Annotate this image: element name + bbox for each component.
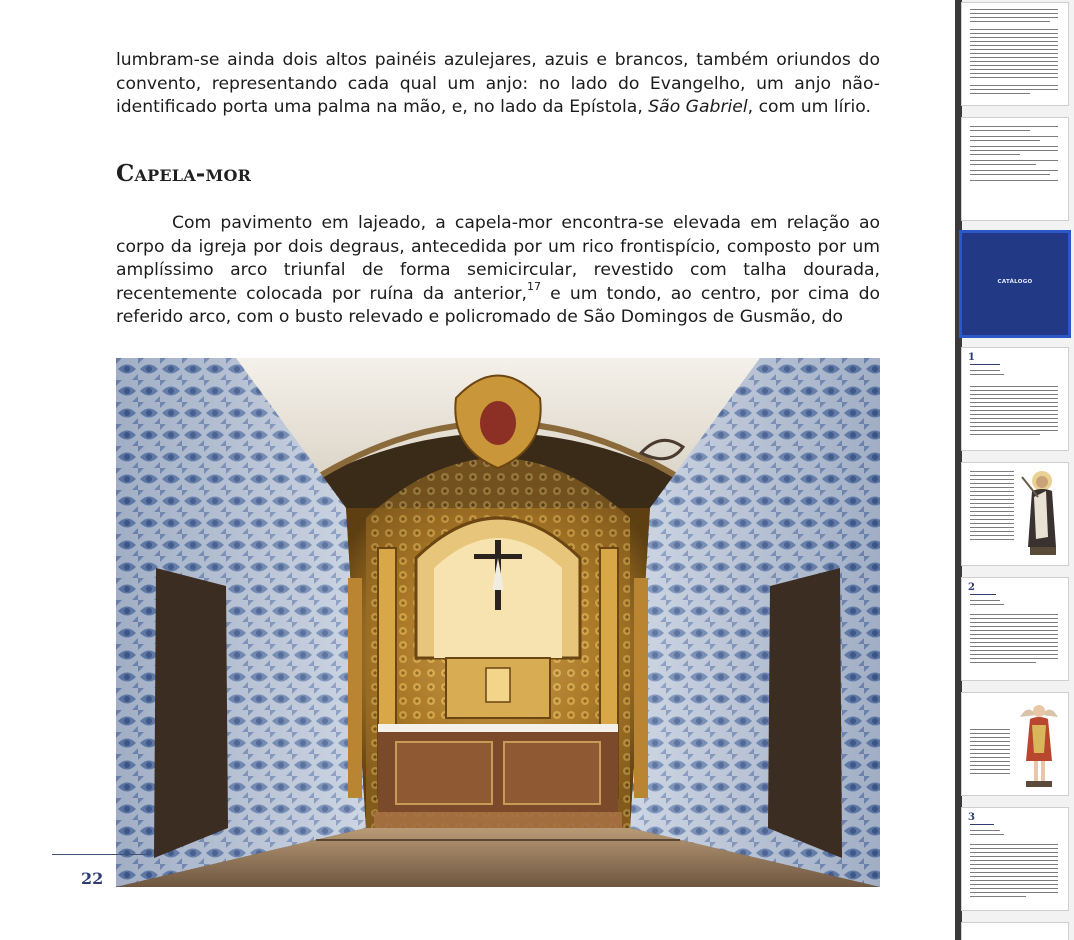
angel-statue-image [1014, 697, 1064, 791]
page-thumbnail-statue-2[interactable] [962, 693, 1068, 795]
paragraph-top-text-end: , com um lírio. [747, 97, 871, 117]
footer-rule [52, 854, 148, 855]
page-thumbnail-catalog-3[interactable] [962, 808, 1068, 910]
paragraph-body-text: Com pavimento em lajeado, a capela-mor encontra-se elevada em relação ao corpo da igreja por dois degraus, antecedida por um rico frontispício, composto por um amplíssimo arco triunfal de forma semicircular, revestido com talha dourada, recentemente colocada por ruína da anterior, [116, 213, 880, 304]
capela-mor-photo [116, 358, 880, 887]
paragraph-top-text: lumbram-se ainda dois altos painéis azulejares, azuis e brancos, também oriundos do convento, representando cada qual um anjo: no lado do Evangelho, um anjo não-identificado porta uma palma na mão, e, no lado da Epístola, [116, 50, 880, 117]
footnote-reference[interactable]: 17 [527, 279, 542, 293]
catalog-number: 2 [968, 582, 975, 593]
page-thumbnail-statue-1[interactable] [962, 463, 1068, 565]
section-heading: Capela-mor [116, 160, 252, 187]
page-number: 22 [81, 869, 104, 888]
catalog-number: 1 [968, 352, 975, 363]
catalog-number: 3 [968, 812, 975, 823]
paragraph-top [116, 49, 880, 120]
page-thumbnail[interactable] [962, 923, 1068, 940]
page-thumbnail-catalog-cover[interactable] [962, 233, 1068, 335]
statue-image [1018, 467, 1064, 561]
page-thumbnail-catalog-1[interactable] [962, 348, 1068, 450]
page-thumbnail-catalog-2[interactable] [962, 578, 1068, 680]
paragraph-body-continuation: e um tondo, ao centro, por cima do referido arco, com o busto relevado e policromado de São Domingos de Gusmão, do [116, 283, 880, 327]
paragraph-top-italic: São Gabriel [648, 97, 748, 117]
sidebar-scroll-track[interactable] [955, 0, 962, 940]
paragraph-body [116, 212, 880, 330]
page-thumbnail[interactable] [962, 3, 1068, 105]
catalog-cover-label: CATÁLOGO [997, 279, 1033, 285]
page-thumbnail[interactable] [962, 118, 1068, 220]
